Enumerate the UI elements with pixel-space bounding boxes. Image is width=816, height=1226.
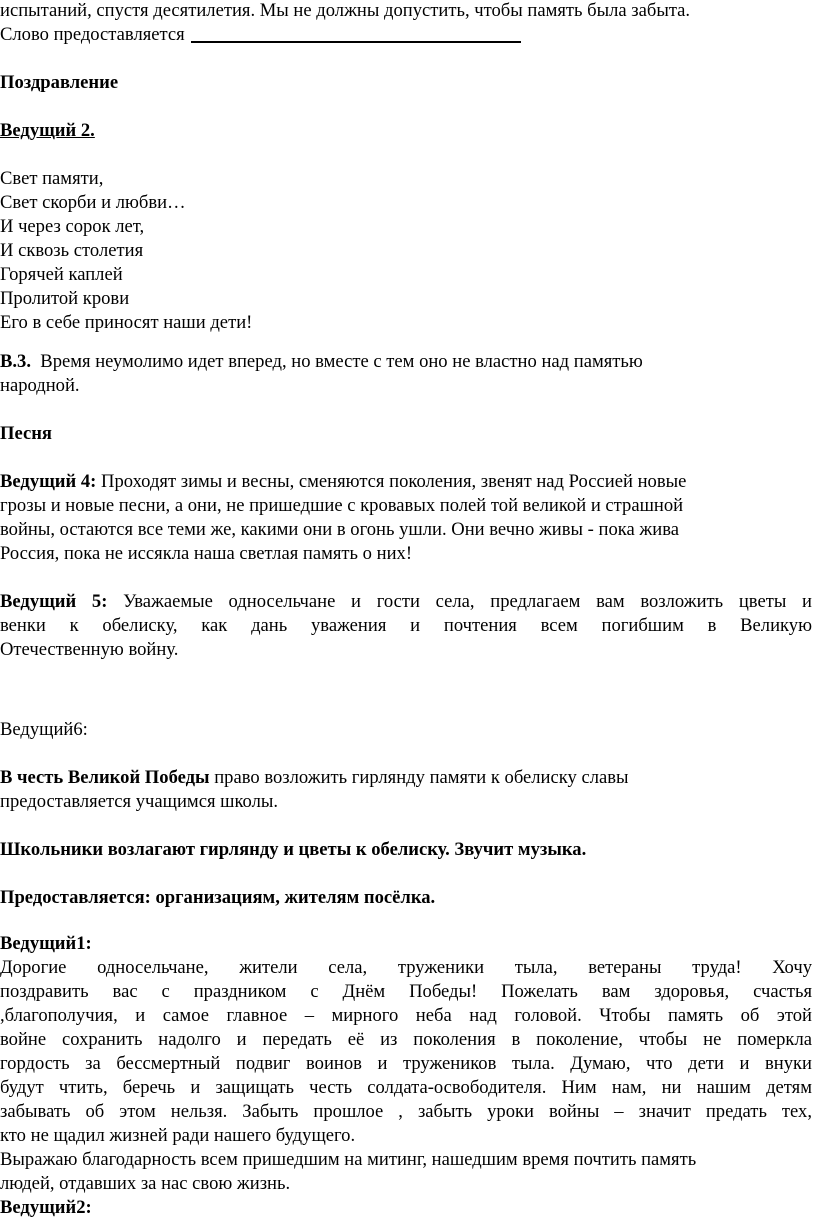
host1-paragraph: [0, 932, 812, 1220]
poem-line: И через сорок лет,: [0, 216, 145, 237]
host1-heading: Ведущий1:: [0, 933, 92, 954]
poem-line: Его в себе приносят наши дети!: [0, 312, 253, 333]
host4-line: Россия, пока не иссякла наша светлая память о них!: [0, 543, 413, 564]
v3-label: В.3.: [0, 351, 31, 372]
v3-line-1: Время неумолимо идет вперед, но вместе с тем оно не властно над памятью: [40, 351, 643, 372]
intro-paragraph: [0, 0, 690, 47]
greeting-heading: Поздравление: [0, 72, 119, 93]
host1-line: поздравить вас с праздником с Днём Победы! Пожелать вам здоровья, счастья: [0, 981, 812, 1002]
host4-paragraph: [0, 470, 686, 566]
intro-line-2: [0, 23, 690, 47]
host4-line: грозы и новые песни, а они, не пришедшие с кровавых полей той великой и страшной: [0, 495, 684, 516]
host5-line: Отечественную войну.: [0, 639, 179, 660]
provided-line: Предоставляется: организациям, жителям посёлка.: [0, 887, 436, 908]
poem-line: Свет скорби и любви…: [0, 192, 186, 213]
host6-label: Ведущий6:: [0, 719, 88, 740]
v3-line-2: народной.: [0, 375, 80, 396]
victory-bold: В честь Великой Победы: [0, 767, 210, 788]
host1-line: ,благополучия, и самое главное – мирного неба над головой. Чтобы память об этой: [0, 1005, 812, 1026]
host2-heading: Ведущий 2.: [0, 120, 95, 141]
host1-gratitude-line: Выражаю благодарность всем пришедшим на митинг, нашедшим время почтить память: [0, 1149, 697, 1170]
victory-line-1: право возложить гирлянду памяти к обелиску славы: [214, 767, 629, 788]
host1-line: будут чтить, беречь и защищать честь солдата-освободителя. Ним нам, ни нашим детям: [0, 1077, 812, 1098]
host1-line: Дорогие односельчане, жители села, труженики тыла, ветераны труда! Хочу: [0, 957, 812, 978]
host1-gratitude-line: людей, отдавших за нас свою жизнь.: [0, 1173, 291, 1194]
poem: [0, 167, 252, 335]
v3-paragraph: [0, 350, 643, 398]
host4-line: Проходят зимы и весны, сменяются поколения, звенят над Россией новые: [101, 471, 687, 492]
schoolchildren-line: Школьники возлагают гирлянду и цветы к обелиску. Звучит музыка.: [0, 839, 587, 860]
host1-line: войне сохранить надолго и передать её из поколения в поколение, чтобы не померкла: [0, 1029, 812, 1050]
song-heading: Песня: [0, 423, 52, 444]
intro-line-1: испытаний, спустя десятилетия. Мы не должны допустить, чтобы память была забыта.: [0, 0, 691, 21]
poem-line: И сквозь столетия: [0, 240, 144, 261]
intro-line-2-text: Слово предоставляется: [0, 24, 185, 45]
host1-line: забывать об этом нельзя. Забыть прошлое , забыть уроки войны – значит предать тех,: [0, 1101, 812, 1122]
host4-line: войны, остаются все теми же, какими они в огонь ушли. Они вечно живы - пока жива: [0, 519, 679, 540]
host1-line: гордость за бессмертный подвиг воинов и тружеников тыла. Думаю, что дети и внуки: [0, 1053, 812, 1074]
poem-line: Пролитой крови: [0, 288, 130, 309]
host4-label: Ведущий 4:: [0, 471, 97, 492]
speaker-blank-line: [191, 41, 521, 43]
poem-line: Горячей каплей: [0, 264, 123, 285]
victory-paragraph: [0, 766, 629, 814]
poem-line: Свет памяти,: [0, 168, 104, 189]
host5-line: Уважаемые односельчане и гости села, предлагаем вам возложить цветы и: [123, 591, 812, 612]
host1-line: кто не щадил жизней ради нашего будущего.: [0, 1125, 356, 1146]
host2b-heading: Ведущий2:: [0, 1197, 92, 1218]
victory-line-2: предоставляется учащимся школы.: [0, 791, 279, 812]
host5-paragraph: [0, 590, 812, 662]
host5-line: венки к обелиску, как дань уважения и почтения всем погибшим в Великую: [0, 615, 812, 636]
host5-label: Ведущий 5:: [0, 591, 108, 612]
